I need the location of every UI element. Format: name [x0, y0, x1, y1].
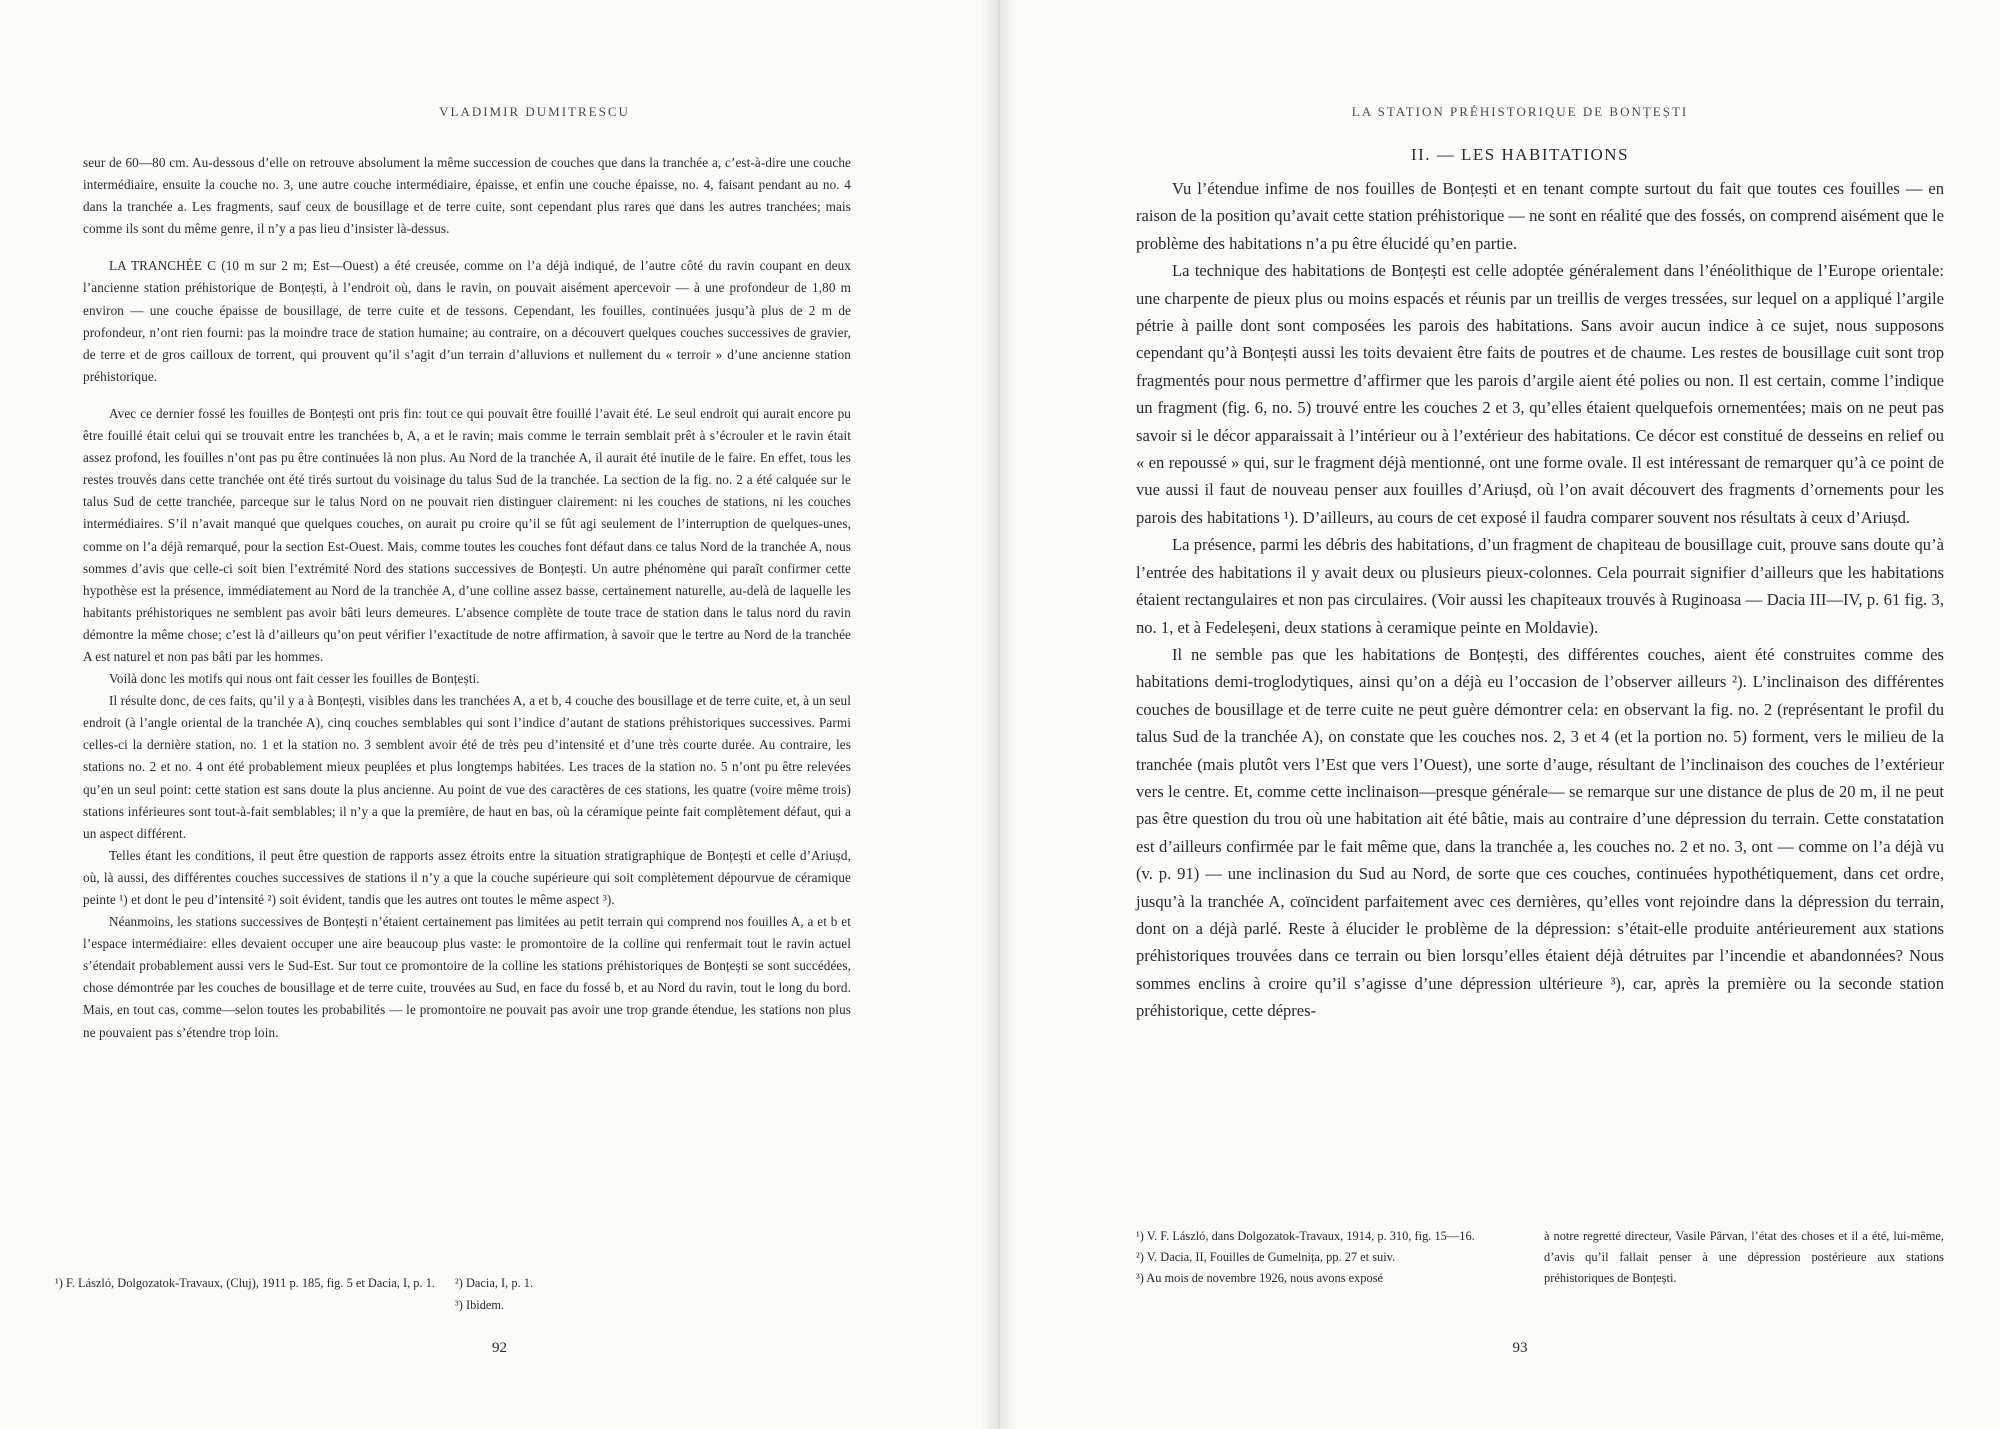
gutter-shadow: [1000, 0, 1018, 1429]
paragraph: Vu l’étendue infime de nos fouilles de Bonțești et en tenant compte surtout du fait que toutes ces fouilles — en raison de la position qu’avait cette station préhistorique — ne sont en réalité que des fossés, on comprend aisément que le problème des habitations n’a pu être élucidé qu’en partie.: [1136, 179, 1944, 253]
paragraph: Il ne semble pas que les habitations de Bonțești, des différentes couches, aient été construites comme des habitations demi-troglodytiques, ainsi qu’on a déjà eu l’occasion de l’observer ailleurs ²). L’inclinaison des différentes couches de bousillage et de terre cuite ne peut guère démontrer cela: en observant la fig. no. 2 (représentant le profil du talus Sud de la tranchée A), on constate que les couches nos. 2, 3 et 4 (et la portion no. 5) forment, vers le milieu de la tranchée (mais plutôt vers l’Est que vers l’Ouest), une sorte d’auge, résultant de l’inclinaison des couches de l’extérieur vers le centre. Et, comme cette inclinaison—presque générale— se remarque sur une distance de plus de 20 m, il ne peut pas être question du trou où une habitation ait été bâtie, mais au contraire d’une dépression du terrain. Cette constatation est d’ailleurs confirmée par le fait même que, dans la tranchée a, les couches no. 2 et no. 3, ont — comme on l’a déjà vu (v. p. 91) — une inclinasion du Sud au Nord, de sorte que ces couches, continuées hypothétiquement, dans cet ordre, jusqu’à la tranchée A, coïncident parfaitement avec ces dernières, qu’elles vont rejoindre dans la dépression du terrain, dont on a déjà parlé. Reste à élucider le problème de la dépression: s’était-elle produite antérieurement aux stations préhistoriques trouvées dans ce terrain ou bien lorsqu’elles étaient déjà détruites par l’incendie et abandonnées? Nous sommes enclins à croire qu’il s’agisse d’une dépression ultérieure ³), car, après la première ou la seconde station préhistorique, cette dépres-: [1136, 644, 1944, 1021]
footnote-column: [455, 1272, 655, 1316]
footnote: à notre regretté directeur, Vasile Pârvan, l’état des choses et il a été, lui-même, d’avis qu’il fallait penser à une dépression postérieure aux stations préhistoriques de Bonțești.: [1544, 1229, 1944, 1285]
footnote: ³) Ibidem.: [455, 1298, 505, 1312]
page-number: 92: [492, 1340, 507, 1356]
running-head: LA STATION PRÉHISTORIQUE DE BONȚEȘTI: [1351, 104, 1689, 119]
paragraph: seur de 60—80 cm. Au-dessous d’elle on retrouve absolument la même succession de couches que dans la tranchée a, c’est-à-dire une couche intermédiaire, ensuite la couche no. 3, une autre couche intermédiaire, épaisse, et enfin une couche épaisse, no. 4, faisant pendant au no. 4 dans la tranchée a. Les fragments, sauf ceux de bousillage et de terre cuite, sont cependant plus rares que dans les autres tranchées; mais comme ils sont du même genre, il n’y a pas lieu d’insister là-dessus.: [83, 155, 851, 237]
paragraph: La technique des habitations de Bonțești est celle adoptée généralement dans l’énéolithique de l’Europe orientale: une charpente de pieux plus ou moins espacés et réunis par un treillis de verges tressées, sur lequel on a appliqué l’argile pétrie à paille dont sont composées les parois des habitations. Sans avoir aucun indice à ce sujet, nous supposons cependant qu’à Bonțești aussi les toits devaient être faits de poutres et de chaume. Les restes de bousillage cuit sont trop fragmentés pour nous permettre d’affirmer que les parois d’argile aient été polies ou non. Il est certain, comme l’indique un fragment (fig. 6, no. 5) trouvé entre les couches 2 et 3, qu’elles étaient quelquefois ornementées; mais on ne peut pas savoir si le décor apparaissait à l’intérieur ou à l’extérieur des habitations. Ce décor est constitué de desseins en relief ou « en repoussé » qui, sur le fragment déjà mentionné, ont une forme ovale. Il est intéressant de remarquer qu’à ce point de vue aussi il faut de nouveau penser aux fouilles d’Ariușd, où l’on avait découvert des fragments d’ornements pour les parois des habitations ¹). D’ailleurs, au cours de cet exposé il faudra comparer souvent nos résultats à ceux d’Ariușd.: [1136, 261, 1944, 527]
paragraph: Voilà donc les motifs qui nous ont fait cesser les fouilles de Bonțești.: [109, 671, 480, 687]
right-page: [1000, 0, 2000, 1429]
footnote: ²) V. Dacia, II, Fouilles de Gumelnița, pp. 27 et suiv.: [1136, 1250, 1396, 1264]
gutter-shadow: [981, 0, 999, 1429]
footnote: ¹) F. László, Dolgozatok-Travaux, (Cluj), 1911 p. 185, fig. 5 et Dacia, I, p. 1.: [55, 1276, 435, 1290]
page-number: 93: [1512, 1340, 1528, 1356]
paragraph: Telles étant les conditions, il peut être question de rapports assez étroits entre la situation stratigraphique de Bonțești et celle d’Ariușd, où, là aussi, des différentes couches successives de stations il n’y a que la couche supérieure qui soit complètement dépourvue de céramique peinte ¹) et dont le peu d’intensité ²) soit évident, tandis que les autres ont toutes le même aspect ³).: [83, 847, 851, 907]
paragraph: Avec ce dernier fossé les fouilles de Bonțești ont pris fin: tout ce qui pouvait être fouillé l’avait été. Le seul endroit qui aurait encore pu être fouillé était celui qui se trouvait entre les tranchées b, A, a et le ravin; mais comme le terrain semblait prêt à s’écrouler et le ravin était assez profond, les fouilles n’ont pas pu être continuées là non plus. Au Nord de la tranchée A, il aurait été inutile de le faire. En effet, tous les restes trouvés dans cette tranchée ont été tirés surtout du voisinage du talus Sud de la tranchée. La section de la fig. no. 2 a été calquée sur le talus Sud de cette tranchée, parceque sur le talus Nord on ne pouvait rien distinguer clairement: ni les couches de stations, ni les couches intermédiaires. S’il n’avait manqué que quelques couches, on aurait pu croire qu’il se fût agi seulement de l’interruption de quelques-unes, comme on l’a déjà remarqué, pour la section Est-Ouest. Mais, comme toutes les couches font défaut dans ce talus Nord de la tranchée A, nous sommes d’avis que celle-ci soit bien l’extrémité Nord des stations successives de Bonțești. Un autre phénomène qui paraît confirmer cette hypothèse est la présence, immédiatement au Nord de la tranchée A, d’une colline assez basse, certainement naturelle, au-delà de laquelle les habitants préhistoriques ne semblent pas avoir bâti leurs demeures. L’absence complète de toute trace de station dans le talus nord du ravin démontre la même chose; c’est là d’ailleurs qu’on peut vérifier l’exactitude de notre affirmation, à savoir que le tertre au Nord de la tranchée A est naturel et non pas bâti par les hommes.: [83, 405, 851, 664]
paragraph: Néanmoins, les stations successives de Bonțești n’étaient certainement pas limitées au petit terrain qui comprend nos fouilles A, a et b et l’espace intermédiaire: elles devaient occuper une aire beaucoup plus vaste: le promontoire de la colline qui renfermait tout le ravin actuel s’étendait probablement aussi vers le Sud-Est. Sur tout ce promontoire de la colline les stations préhistoriques de Bonțești se sont succédées, chose démontrée par les couches de bousillage et de terre cuite, trouvées au Sud, en face du fossé b, et au Nord du ravin, tout le long du bord. Mais, en tout cas, comme—selon toutes les probabilités — le promontoire ne pouvait pas avoir une trop grande étendue, les stations non plus ne pouvaient pas s’étendre trop loin.: [83, 914, 851, 1040]
footnote: ²) Dacia, I, p. 1.: [455, 1276, 534, 1290]
footnote-column: [1136, 1226, 1536, 1289]
paragraph: Il résulte donc, de ces faits, qu’il y a à Bonțești, visibles dans les tranchées A, a et b, 4 couche des bousillage et de terre cuite, et, à un seul endroit (à l’angle oriental de la tranchée A), cinq couches semblables qui sont l’indice d’autant de stations préhistoriques successives. Parmi celles-ci la dernière station, no. 1 et la station no. 3 semblent avoir été de très peu d’intensité et d’une très courte durée. Au contraire, les stations no. 2 et no. 4 ont été probablement mieux peuplées et plus longtemps habitées. Les traces de la station no. 5 n’ont pu être relevées qu’en un seul point: cette station est sans doute la plus ancienne. Au point de vue des caractères de ces stations, les quatre (voire même trois) stations inférieures sont tout-à-fait semblables; il n’y a que la première, de haut en bas, où la céramique peinte fait complètement défaut, qui a un aspect différent.: [83, 693, 851, 841]
section-title: II. — LES HABITATIONS: [1410, 145, 1630, 164]
left-body-text: [83, 152, 851, 1044]
footnote: ¹) V. F. László, dans Dolgozatok-Travaux, 1914, p. 310, fig. 15—16.: [1136, 1229, 1475, 1243]
footnote: ³) Au mois de novembre 1926, nous avons exposé: [1136, 1271, 1384, 1285]
paragraph: La présence, parmi les débris des habitations, d’un fragment de chapiteau de bousillage cuit, prouve sans doute qu’à l’entrée des habitations il y avait deux ou plusieurs pieux-colonnes. Cela pourrait signifier d’ailleurs que les habitations étaient rectangulaires et non pas circulaires. (Voir aussi les chapiteaux trouvés à Ruginoasa — Dacia III—IV, p. 61 fig. 3, no. 1, et à Fedeleșeni, deux stations à ceramique peinte en Moldavie).: [1136, 535, 1944, 637]
running-head: VLADIMIR DUMITRESCU: [439, 104, 630, 119]
paragraph: LA TRANCHÉE C (10 m sur 2 m; Est—Ouest) a été creusée, comme on l’a déjà indiqué, de l’autre côté du ravin coupant en deux l’ancienne station préhistorique de Bonțești, à l’endroit où, dans le ravin, on pouvait aisément apercevoir — à une profondeur de 1,80 m environ — une couche épaisse de bousillage, de terre cuite et de tessons. Cependant, les fouilles, continuées jusqu’à plus de 2 m de profondeur, n’ont rien fourni: pas la moindre trace de station humaine; au contraire, on a découvert quelques couches successives de gravier, de terre et de gros cailloux de torrent, qui prouvent qu’il s’agit d’un terrain d’alluvions et nullement du « terroir » d’une ancienne station préhistorique.: [83, 258, 851, 384]
right-body-text: [1136, 175, 1944, 1025]
